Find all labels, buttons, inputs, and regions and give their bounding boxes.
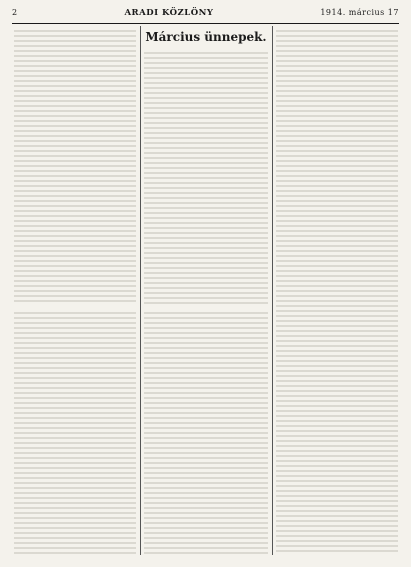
text-block-col3 <box>276 30 398 554</box>
headline: Március ünnepek. <box>145 30 267 44</box>
text-block-col1-lower <box>14 312 136 554</box>
text-block-col2-upper <box>144 52 268 305</box>
column-divider-left <box>140 26 141 555</box>
column-divider-right <box>272 26 273 555</box>
masthead <box>12 8 399 22</box>
text-block-col2-lower <box>144 312 268 554</box>
page-number: 2 <box>12 8 18 17</box>
newspaper-title: ARADI KÖZLÖNY <box>124 8 214 18</box>
issue-date: 1914. március 17 <box>320 8 399 17</box>
text-block-col1-upper <box>14 30 136 305</box>
masthead-rule <box>12 23 399 24</box>
